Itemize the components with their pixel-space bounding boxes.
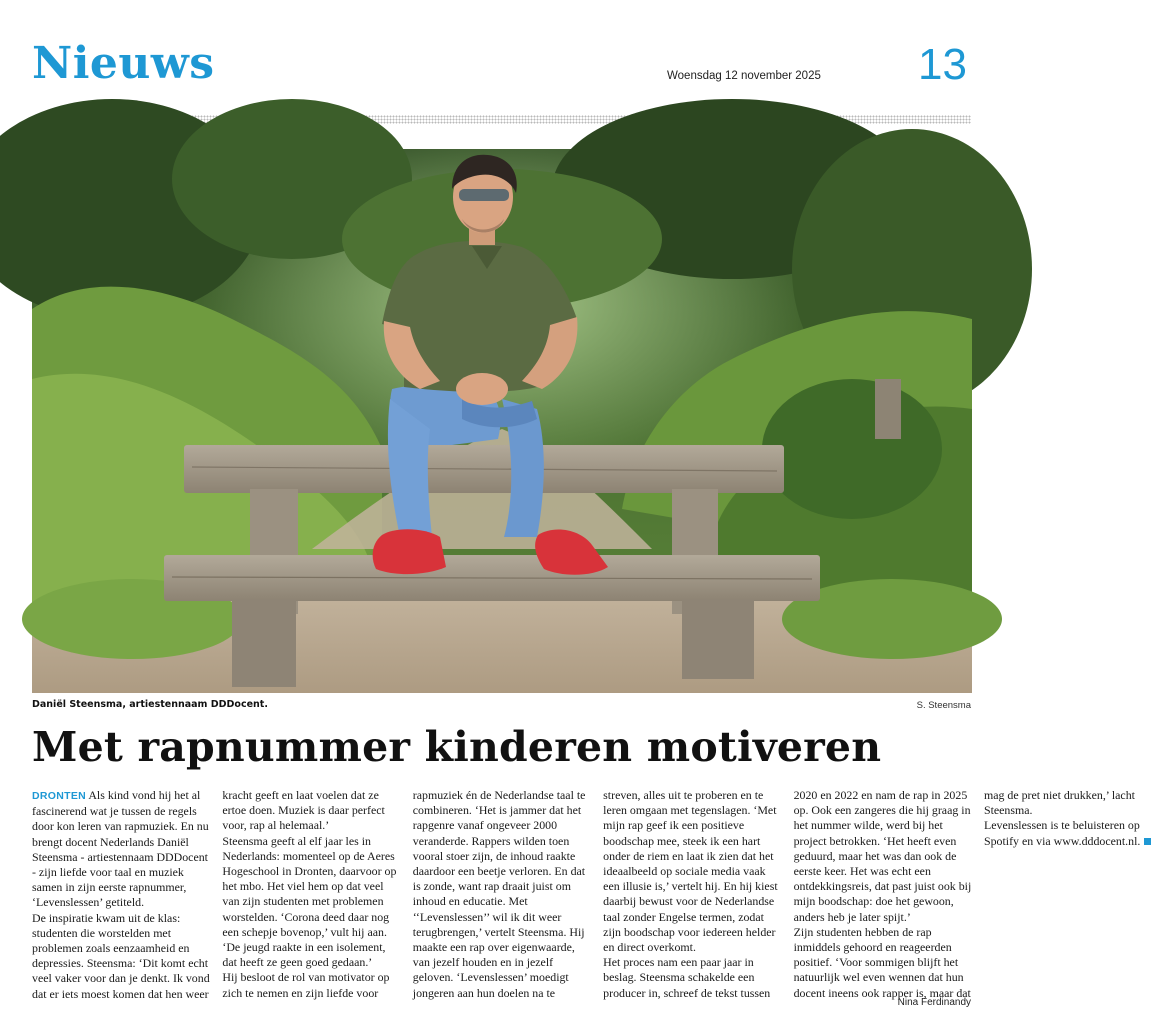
lead-paragraph xyxy=(32,788,210,911)
body-paragraph: De inspiratie kwam uit de klas: studenten die worstelden met problemen zoals eenzaamheid en depressies. Steensma: ‘Dit komt echt veel vaker voor dan je denkt. Ik vond dat er iets moest komen dat hen weer kracht geeft en laat voelen dat ze ertoe doen. Muziek is daar perfect voor, rap al helemaal.’ xyxy=(32,788,385,1001)
article-headline: Met rapnummer kinderen motiveren xyxy=(32,723,882,771)
issue-date: Woensdag 12 november 2025 xyxy=(667,70,821,82)
article-body xyxy=(32,788,1141,1006)
body-paragraph: Zijn studenten hebben de rap inmiddels gehoord en reageerden positief. ‘Voor sommigen blijft het natuurlijk wel even wennen dat hun docent ineens ook rapper is, maar dat mag de pret niet drukken,’ lacht Steensma. xyxy=(793,788,1135,1000)
body-paragraph: Steensma geeft al elf jaar les in Nederlands: momenteel op de Aeres Hogeschool in Dronten, daarvoor op het mbo. Het viel hem op dat veel van zijn studenten met problemen worstelden. ‘Corona deed daar nog een schepje bovenop,’ vult hij aan. ‘De jeugd raakte in een isolement, dat heeft ze geen goed gedaan.’ xyxy=(222,833,397,970)
photo-credit: S. Steensma xyxy=(916,700,971,711)
body-paragraph: Het proces nam een paar jaar in beslag. Steensma schakelde een producer in, schreef de tekst tussen 2020 en 2022 en nam de rap in 2025 op. Ook een zangeres die hij graag in het nummer wilde, werd bij het project betrokken. ‘Het heeft even geduurd, maar het was dan ook de eerste keer. Het was echt een ontdekkingsreis, dat past juist ook bij mijn boodschap: doe het gewoon, anders heb je later spijt.’ xyxy=(603,788,972,1000)
closing-paragraph xyxy=(984,818,1162,848)
photo-caption: Daniël Steensma, artiestennaam DDDocent. xyxy=(32,699,268,710)
author-byline: Nina Ferdinandy xyxy=(897,997,971,1008)
article-photo xyxy=(32,149,972,693)
body-paragraph: Hij besloot de rol van motivator op zich te nemen en zijn liefde voor rapmuziek én de Nederlandse taal te combineren. ‘Het is jammer dat het rapgenre vanaf ongeveer 2000 veranderde. Rappers wilden toen vooral stoer zijn, de inhoud raakte daardoor een beetje verloren. En dat is zonde, want rap draait juist om inhoud en educatie. Met ‘‘Levenslessen’’ wil ik dit weer terugbrengen,’ vertelt Steensma. Hij maakte een rap over eigenwaarde, van jezelf houden en in jezelf geloven. ‘Levenslessen’ moedigt jongeren aan hun doelen na te streven, alles uit te proberen en te leren omgaan met tegenslagen. ‘Met mijn rap geef ik een positieve boodschap mee, steek ik een hart onder de riem en laat ik zien dat het ideaalbeeld op sociale media vaak een illusie is,’ vertelt hij. En hij kiest daarbij bewust voor de Nederlandse taal zonder Engelse termen, zodat zijn boodschap voor iedereen helder en direct overkomt. xyxy=(222,788,778,1000)
page-number: 13 xyxy=(918,40,967,89)
end-mark-icon xyxy=(1144,838,1151,845)
lead-text: Als kind vond hij het al fascinerend wat je tussen de regels door kon leren van rapmuziek. En nu brengt docent Nederlands Daniël Steensma - artiestennaam DDDocent - zijn liefde voor taal en muziek samen in zijn eerste rapnummer, ‘Levenslessen’ getiteld. xyxy=(32,788,209,910)
closing-text: Levenslessen is te beluisteren op Spotify en via www.dddocent.nl. xyxy=(983,818,1141,848)
section-title: Nieuws xyxy=(32,38,215,89)
dateline: DRONTEN xyxy=(32,790,87,802)
